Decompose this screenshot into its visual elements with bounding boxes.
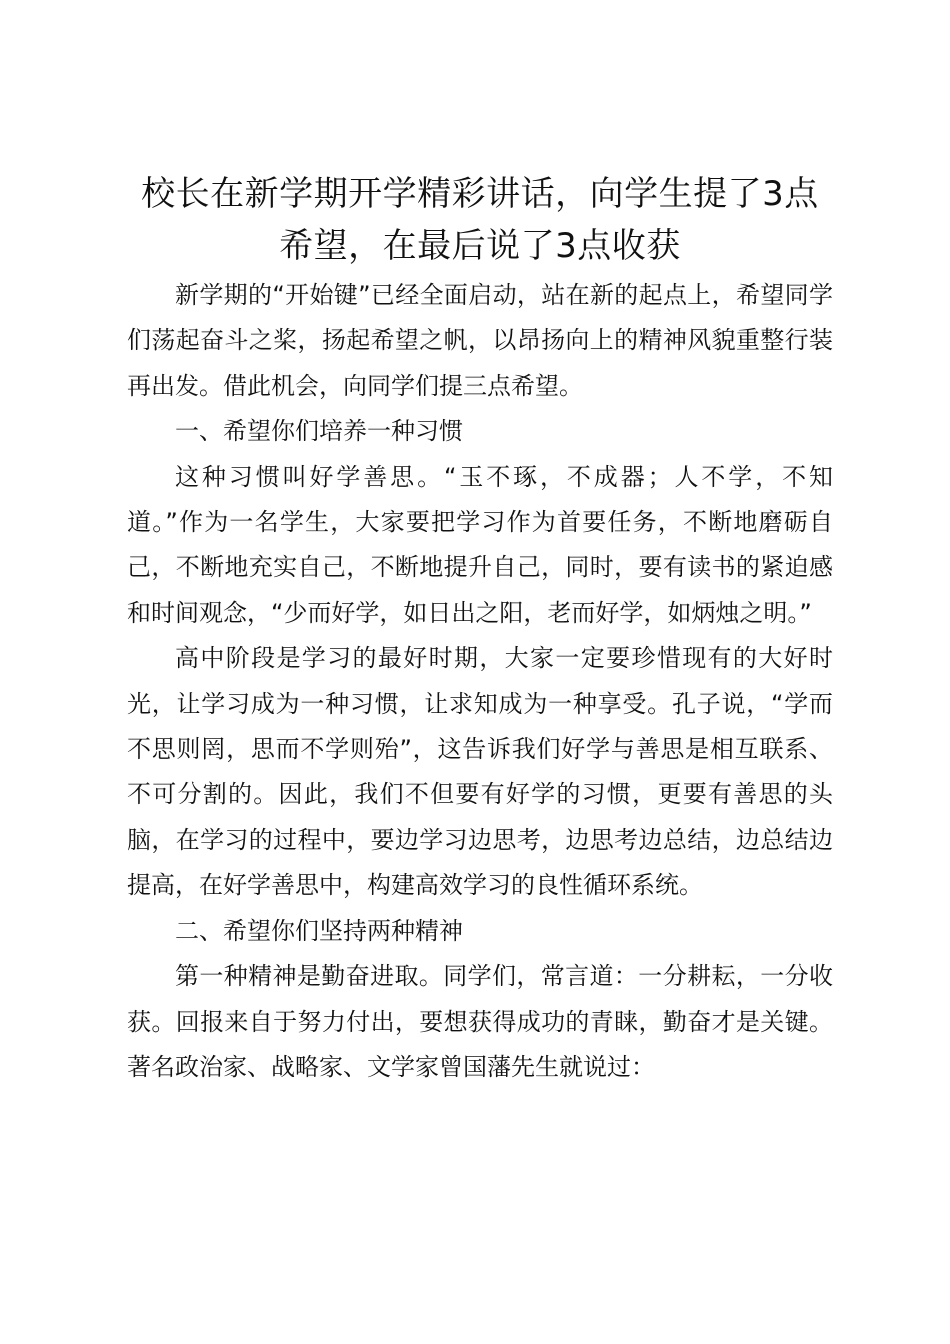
paragraph-diligence: 第一种精神是勤奋进取。同学们，常言道：一分耕耘，一分收获。回报来自于努力付出，要想获得成功的青睐，勤奋才是关键。著名政治家、战略家、文学家曾国藩先生就说过： — [127, 962, 833, 1081]
document-title: 校长在新学期开学精彩讲话，向学生提了3点希望，在最后说了3点收获 — [141, 174, 819, 266]
section-heading-1: 一、希望你们培养一种习惯 — [175, 417, 463, 446]
paragraph-high-school: 高中阶段是学习的最好时期，大家一定要珍惜现有的大好时光，让学习成为一种习惯，让求知成为一种享受。孔子说，“学而不思则罔，思而不学则殆”，这告诉我们好学与善思是相互联系、不可分割的。因此，我们不但要有好学的习惯，更要有善思的头脑，在学习的过程中，要边学习边思考，边思考边总结，边总结边提高，在好学善思中，构建高效学习的良性循环系统。 — [127, 644, 833, 900]
paragraph-intro: 新学期的“开始键”已经全面启动，站在新的起点上，希望同学们荡起奋斗之桨，扬起希望之帆，以昂扬向上的精神风貌重整行装再出发。借此机会，向同学们提三点希望。 — [127, 281, 833, 400]
paragraph-habit: 这种习惯叫好学善思。“玉不琢，不成器；人不学，不知道。”作为一名学生，大家要把学习作为首要任务，不断地磨砺自己，不断地充实自己，不断地提升自己，同时，要有读书的紧迫感和时间观念，“少而好学，如日出之阳，老而好学，如炳烛之明。” — [127, 462, 833, 627]
section-heading-2: 二、希望你们坚持两种精神 — [175, 916, 463, 945]
document-page — [127, 168, 833, 1090]
